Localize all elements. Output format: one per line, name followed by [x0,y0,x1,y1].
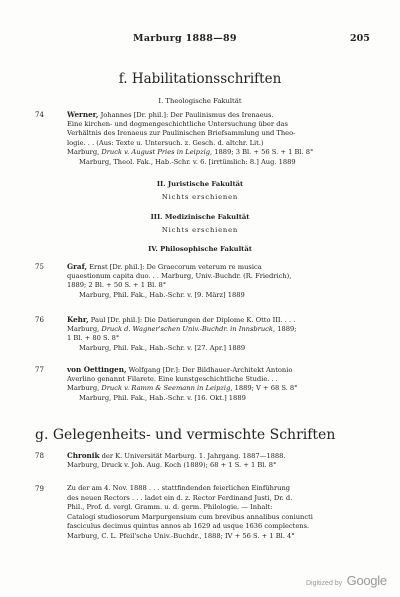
entry-text: 1 Bl. + 80 S. 8° [67,334,120,343]
entry-76 [67,315,367,353]
entry-number: 75 [35,263,44,271]
entry-75 [67,262,367,300]
entry-author: Graf, [67,262,88,271]
running-title: Marburg 1888—89 [133,33,237,44]
entry-text: Catalogi studiosorum Marpurgensium cum brevibus annalibus coniuncti [67,512,313,521]
entry-number: 74 [35,111,44,119]
watermark-brand: Google [346,573,387,588]
entry-number: 79 [35,485,44,493]
entry-text: Johannes [Dr. phil.]: Der Paulinismus des Irenaeus. [100,111,274,119]
entry-74 [67,110,367,168]
faculty-heading-law: II. Juristische Fakultät [156,180,244,188]
entry-text: fasciculus decimus quintus annos ab 1629 ad usque 1636 complectens. [67,522,310,531]
running-header [0,33,400,45]
entry-number: 78 [35,452,44,460]
entry-text: Averlino genannt Filarete. Eine kunstgeschichtliche Studie. . . [67,374,278,383]
entry-text: der K. Universität Marburg. 1. Jahrgang. 1887—1888. [101,452,286,460]
entry-text: , 1889; V + 68 S. 8° [230,384,298,393]
entry-printer: Druck d. Wagner'schen Univ.-Buchdr. in Innsbruck [101,324,273,333]
entry-printer: Druck v. August Pries in Leipzig [101,148,211,157]
entry-author: von Oettingen, [67,365,127,374]
entry-note: Marburg, Phil. Fak., Hab.-Schr. v. [27. Apr.] 1889 [79,343,246,352]
entry-77 [67,365,367,403]
entry-text: 1889; 2 Bl. + 50 S. + 1 Bl. 8° [67,281,167,290]
faculty-heading-philosophy: IV. Philosophische Fakultät [148,245,252,253]
watermark-prefix: Digitized by [306,580,343,587]
entry-78 [67,451,367,470]
entry-text: Marburg, [67,384,102,393]
entry-text: Marburg, C. L. Pfeil'sche Univ.-Buchdr., 1888; IV + 56 S. + 1 Bl. 4° [67,531,295,540]
section-heading-habilitationsschriften: f. Habilitationsschriften [118,71,282,87]
entry-author: Chronik [67,451,100,460]
entry-text: Marburg, Druck v. Joh. Aug. Koch (1889); 68 + 1 S. + 1 Bl. 8° [67,460,277,469]
page-number: 205 [350,33,370,44]
entry-text: logie. . . (Aus: Texte u. Untersuch. z. Gesch. d. altchr. Lit.) [67,138,264,147]
entry-text: Zu der am 4. Nov. 1888 . . . stattfindenden feierlichen Einführung [67,484,291,492]
entry-text: des neuen Rectors . . . ladet ein d. z. Rector Ferdinand Justi, Dr. d. [67,493,293,502]
faculty-heading-medicine: III. Medizinische Fakultät [150,213,250,221]
section-heading-gelegenheitsschriften: g. Gelegenheits- und vermischte Schriften [35,427,336,443]
faculty-heading-theology: I. Theologische Fakultät [158,97,242,105]
entry-text: Marburg, [67,148,102,157]
entry-text: quaestionum capita duo. . . Marburg, Univ.-Buchdr. (R. Friedrich), [67,271,292,280]
entry-number: 76 [35,316,44,324]
entry-text: Phil., Prof. d. vergl. Gramm. u. d. germ. Philologie. — Inhalt: [67,503,273,512]
entry-note: Marburg, Phil. Fak., Hab.-Schr. v. [16. Okt.] 1889 [79,393,246,402]
entry-text: Marburg, [67,324,102,333]
entry-text: Paul [Dr. phil.]: Die Datierungen der Diplome K. Otto III. . . . [90,316,296,324]
entry-text: , 1889; [272,324,297,333]
entry-text: Verhältnis des Irenaeus zur Paulinischen Briefsammlung und Theo- [67,129,296,138]
digitized-watermark [306,572,387,590]
faculty-note-medicine: Nichts erschienen [161,226,239,234]
faculty-note-law: Nichts erschienen [161,193,239,201]
entry-text: , 1889; 3 Bl. + 56 S. + 1 Bl. 8° [210,148,314,157]
entry-text: Ernst [Dr. phil.]: De Graecorum veterum re musica [89,263,262,271]
entry-text: Eine kirchen- und dogmengeschichtliche Untersuchung über das [67,119,288,128]
entry-number: 77 [35,366,44,374]
entry-text: Wolfgang [Dr.]: Der Bildhauer-Architekt Antonio [128,366,293,374]
entry-author: Werner, [67,110,99,119]
entry-printer: Druck v. Ramm & Seemann in Leipzig [101,384,231,393]
entry-author: Kehr, [67,315,89,324]
entry-79 [67,484,367,542]
entry-note: Marburg, Theol. Fak., Hab.-Schr. v. 6. [irrtümlich: 8.] Aug. 1889 [79,157,296,166]
entry-note: Marburg, Phil. Fak., Hab.-Schr. v. [9. März] 1889 [79,290,245,299]
